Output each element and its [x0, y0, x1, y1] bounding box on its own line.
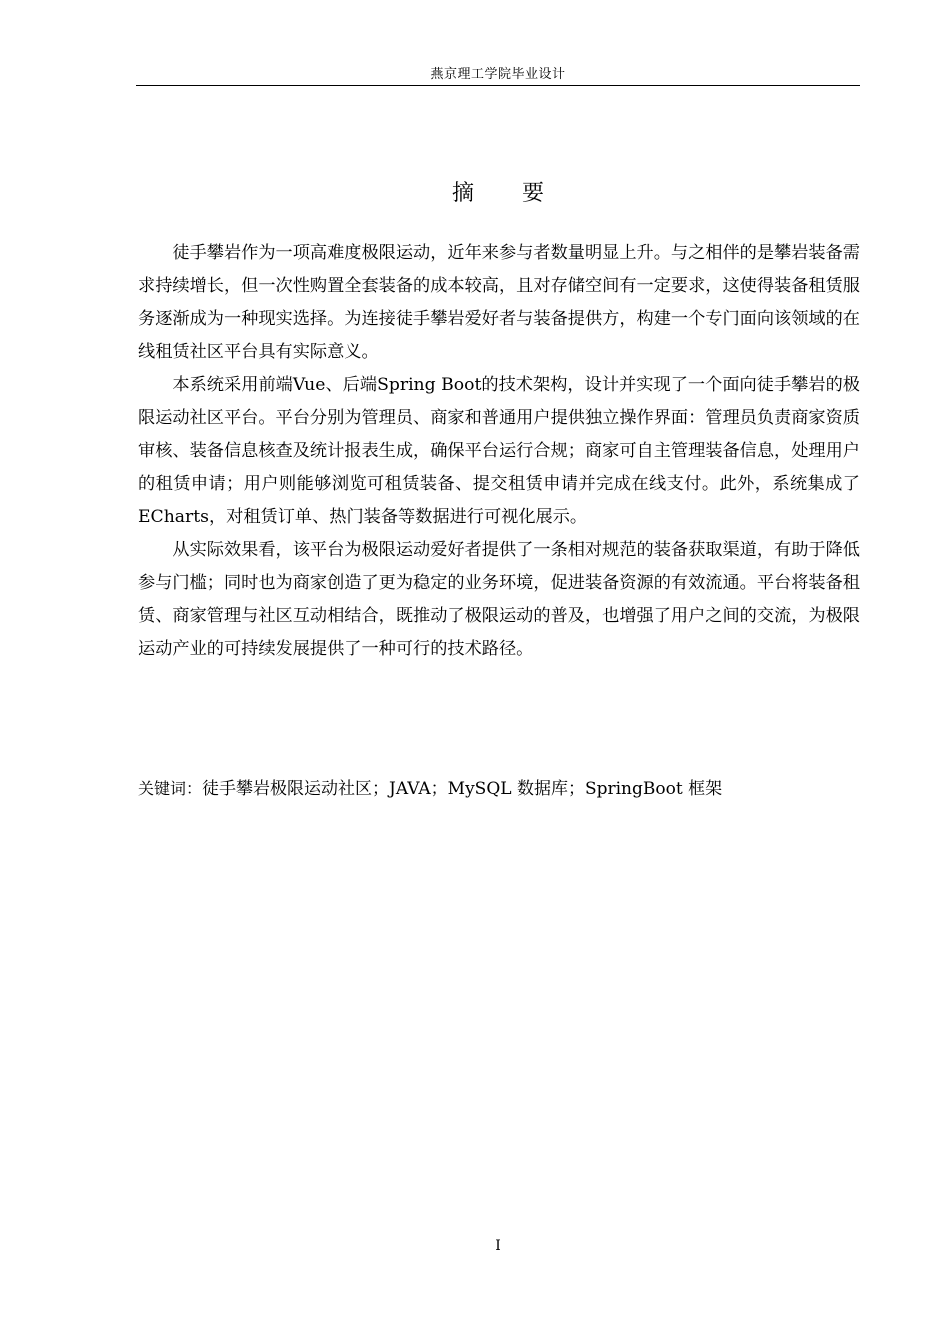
header-rule: [136, 85, 860, 86]
abstract-title: 摘要: [451, 181, 592, 206]
keywords-value: 徒手攀岩极限运动社区；JAVA；MySQL 数据库；SpringBoot 框架: [202, 779, 723, 799]
abstract-paragraph-3: 从实际效果看，该平台为极限运动爱好者提供了一条相对规范的装备获取渠道，有助于降低参与门槛；同时也为商家创造了更为稳定的业务环境，促进装备资源的有效流通。平台将装备租赁、商家管理与社区互动相结合，既推动了极限运动的普及，也增强了用户之间的交流，为极限运动产业的可持续发展提供了一种可行的技术路径。: [138, 540, 860, 659]
abstract-paragraph-2: 本系统采用前端Vue、后端Spring Boot的技术架构，设计并实现了一个面向徒手攀岩的极限运动社区平台。平台分别为管理员、商家和普通用户提供独立操作界面：管理员负责商家资质审核、装备信息核查及统计报表生成，确保平台运行合规；商家可自主管理装备信息，处理用户的租赁申请；用户则能够浏览可租赁装备、提交租赁申请并完成在线支付。此外，系统集成了ECharts，对租赁订单、热门装备等数据进行可视化展示。: [138, 375, 860, 527]
running-header: 燕京理工学院毕业设计: [430, 67, 566, 82]
page-number: I: [495, 1238, 501, 1254]
abstract-body: [138, 237, 860, 666]
keywords-line: [138, 772, 860, 806]
keywords-label: 关键词：: [138, 779, 203, 798]
abstract-paragraph-1: 徒手攀岩作为一项高难度极限运动，近年来参与者数量明显上升。与之相伴的是攀岩装备需求持续增长，但一次性购置全套装备的成本较高，且对存储空间有一定要求，这使得装备租赁服务逐渐成为一种现实选择。为连接徒手攀岩爱好者与装备提供方，构建一个专门面向该领域的在线租赁社区平台具有实际意义。: [138, 243, 860, 362]
